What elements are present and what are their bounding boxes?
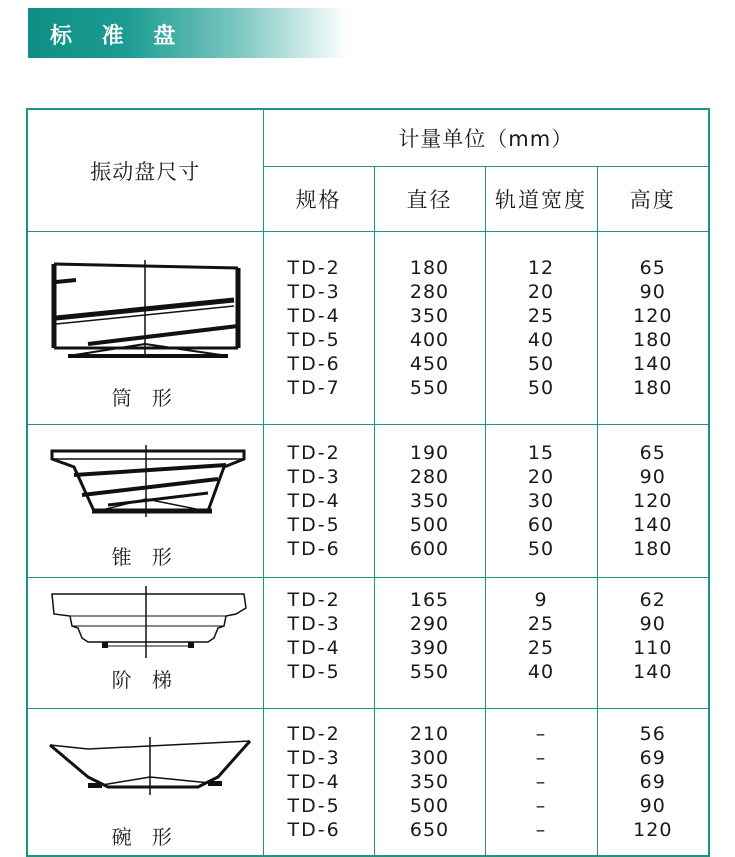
list-item: TD-3 [287,747,341,769]
list-item: 15 [527,442,555,464]
list-item: TD-6 [287,538,341,560]
model-list [264,256,374,400]
list-item: 40 [527,661,555,683]
list-item: TD-5 [287,329,341,351]
diameter-list [375,722,485,842]
header-size: 振动盘尺寸 [27,109,263,232]
list-item: 190 [409,442,450,464]
list-item: 350 [409,771,450,793]
list-item: 140 [633,661,673,683]
height-cell [597,232,709,425]
model-cell [263,425,374,578]
table-row [27,709,709,857]
list-item: – [535,723,547,745]
list-item: TD-4 [287,771,341,793]
list-item: TD-3 [287,613,341,635]
diameter-cell [374,578,485,709]
list-item: 120 [633,819,673,841]
track-width-cell [485,425,597,578]
section-title: 标 准 盘 [50,24,187,49]
list-item: 350 [409,490,450,512]
list-item: 180 [409,257,450,279]
stepped-bowl-icon [48,586,252,658]
list-item: 450 [409,353,450,375]
diameter-list [375,441,485,561]
model-cell [263,578,374,709]
track-width-cell [485,232,597,425]
cylinder-bowl-icon [48,260,244,360]
shape-cell [27,578,263,709]
list-item: 550 [409,377,450,399]
diameter-cell [374,425,485,578]
shape-label: 碗 形 [111,825,179,849]
list-item: 9 [534,589,548,611]
list-item: 180 [633,329,673,351]
column-header-height: 高度 [597,167,709,232]
shape-label: 筒 形 [111,386,179,410]
list-item: 165 [409,589,450,611]
header-unit: 计量单位（mm） [263,109,709,167]
track-width-list [486,256,597,400]
list-item: 550 [409,661,450,683]
list-item: TD-3 [287,281,341,303]
list-item: 50 [527,353,555,375]
list-item: TD-7 [287,377,341,399]
list-item: 12 [527,257,555,279]
list-item: 650 [409,819,450,841]
table-row [27,232,709,425]
track-width-cell [485,709,597,857]
height-cell [597,425,709,578]
track-width-list [486,441,597,561]
track-width-list [486,722,597,842]
diameter-cell [374,232,485,425]
list-item: – [535,747,547,769]
list-item: TD-6 [287,353,341,375]
list-item: TD-4 [287,490,341,512]
list-item: 69 [639,771,666,793]
shape-label: 阶 梯 [111,668,179,692]
list-item: TD-2 [287,257,341,279]
track-width-list [486,588,597,684]
list-item: TD-3 [287,466,341,488]
column-header-model: 规格 [263,167,374,232]
list-item: 90 [639,466,666,488]
list-item: 50 [527,377,555,399]
list-item: 25 [527,305,555,327]
list-item: 290 [409,613,450,635]
table-row [27,425,709,578]
list-item: TD-6 [287,819,341,841]
list-item: TD-5 [287,661,341,683]
list-item: 210 [409,723,450,745]
height-list [598,256,709,400]
list-item: 69 [639,747,666,769]
model-cell [263,709,374,857]
table-row [27,578,709,709]
list-item: TD-4 [287,305,341,327]
list-item: 40 [527,329,555,351]
list-item: 90 [639,281,666,303]
list-item: 65 [639,442,666,464]
list-item: 65 [639,257,666,279]
list-item: 20 [527,466,555,488]
column-header-track-width: 轨道宽度 [485,167,597,232]
list-item: 180 [633,377,673,399]
height-cell [597,578,709,709]
list-item: 110 [633,637,673,659]
list-item: 140 [633,353,673,375]
diameter-list [375,588,485,684]
list-item: 25 [527,637,555,659]
list-item: 600 [409,538,450,560]
shape-cell [27,232,263,425]
list-item: 90 [639,613,666,635]
list-item: TD-5 [287,795,341,817]
model-cell [263,232,374,425]
section-title-bar [28,8,348,58]
track-width-cell [485,578,597,709]
list-item: TD-5 [287,514,341,536]
list-item: 120 [633,305,673,327]
list-item: 280 [409,281,450,303]
list-item: 350 [409,305,450,327]
list-item: 400 [409,329,450,351]
list-item: 20 [527,281,555,303]
model-list [264,722,374,842]
list-item: 30 [527,490,555,512]
height-cell [597,709,709,857]
diameter-cell [374,709,485,857]
bowl-shape-icon [48,737,252,797]
cone-bowl-icon [48,445,248,517]
height-list [598,588,709,684]
list-item: 300 [409,747,450,769]
list-item: 280 [409,466,450,488]
list-item: – [535,819,547,841]
model-list [264,441,374,561]
list-item: 120 [633,490,673,512]
spec-table [26,108,710,857]
list-item: 390 [409,637,450,659]
list-item: TD-2 [287,723,341,745]
height-list [598,441,709,561]
list-item: 90 [639,795,666,817]
column-header-diameter: 直径 [374,167,485,232]
header-row-unit [27,109,709,167]
list-item: 25 [527,613,555,635]
list-item: 140 [633,514,673,536]
model-list [264,588,374,684]
list-item: 56 [639,723,666,745]
list-item: 50 [527,538,555,560]
list-item: TD-4 [287,637,341,659]
shape-label: 锥 形 [111,545,179,569]
list-item: TD-2 [287,442,341,464]
height-list [598,722,709,842]
list-item: 62 [639,589,666,611]
list-item: – [535,795,547,817]
list-item: TD-2 [287,589,341,611]
list-item: 180 [633,538,673,560]
list-item: 500 [409,795,450,817]
list-item: – [535,771,547,793]
list-item: 60 [527,514,555,536]
shape-cell [27,709,263,857]
list-item: 500 [409,514,450,536]
shape-cell [27,425,263,578]
diameter-list [375,256,485,400]
